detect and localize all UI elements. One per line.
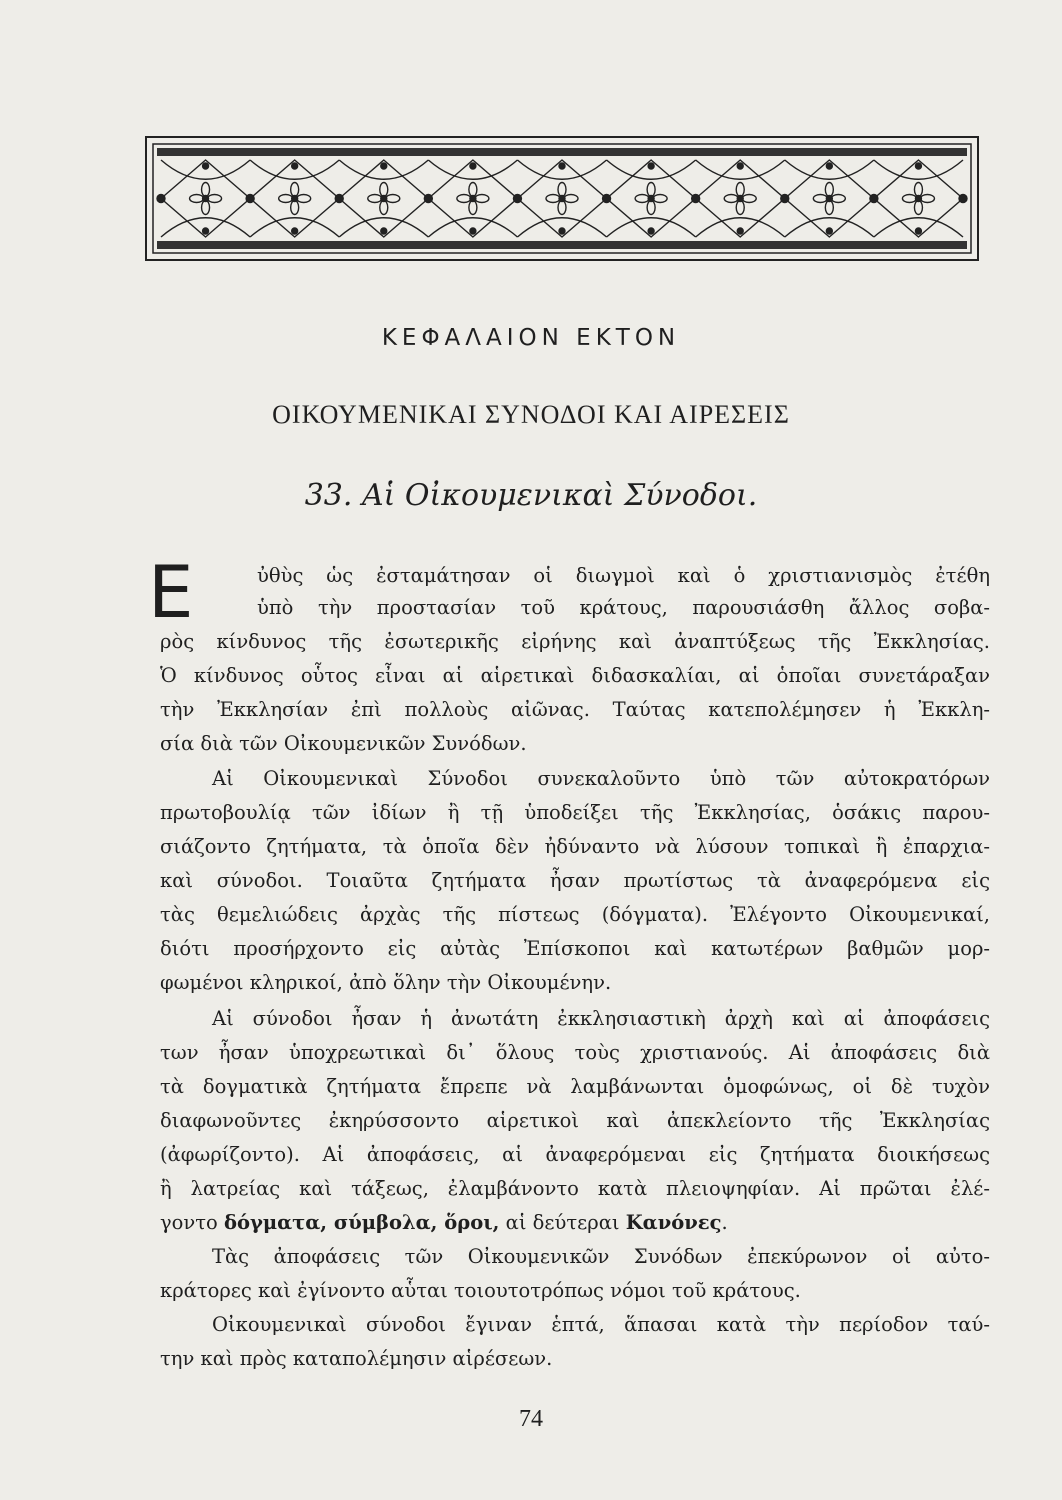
text-line: ὑπὸ τὴν προστασίαν τοῦ κράτους, παρουσιάσθη ἄλλος σοβα-: [257, 596, 990, 619]
text-fragment: γοντο: [160, 1211, 224, 1234]
text-line: ἢ λατρείας καὶ τάξεως, ἐλαμβάνοντο κατὰ πλειοψηφίαν. Αἱ πρῶται ἐλέ-: [160, 1177, 990, 1200]
text-line: τὴν Ἐκκλησίαν ἐπὶ πολλοὺς αἰῶνας. Ταύτας κατεπολέμησεν ἡ Ἐκκλη-: [160, 698, 990, 721]
text-line: πρωτοβουλίᾳ τῶν ἰδίων ἢ τῇ ὑποδείξει τῆς Ἐκκλησίας, ὁσάκις παρου-: [160, 801, 990, 824]
text-line: τὰς θεμελιώδεις ἀρχὰς τῆς πίστεως (δόγματα). Ἐλέγοντο Οἰκουμενικαί,: [160, 903, 990, 926]
text-fragment: αἱ δεύτεραι: [499, 1211, 626, 1234]
headpiece-ornament: [145, 136, 979, 261]
page-number: 74: [519, 1406, 543, 1432]
drop-cap: Ε: [148, 550, 194, 634]
text-line: Ὁ κίνδυνος οὗτος εἶναι αἱ αἱρετικαὶ διδασκαλίαι, αἱ ὁποῖαι συνετάραξαν: [160, 664, 990, 687]
chapter-label: ΚΕΦΑΛΑΙΟΝ ΕΚΤΟΝ: [381, 325, 681, 351]
text-line: σιάζοντο ζητήματα, τὰ ὁποῖα δὲν ἠδύναντο νὰ λύσουν τοπικαὶ ἢ ἐπαρχια-: [160, 835, 990, 858]
text-line: Οἰκουμενικαὶ σύνοδοι ἔγιναν ἑπτά, ἅπασαι κατὰ τὴν περίοδον ταύ-: [212, 1313, 990, 1336]
section-title: 33. Αἱ Οἰκουμενικαὶ Σύνοδοι.: [304, 478, 758, 513]
text-line: των ἦσαν ὑποχρεωτικαὶ δι᾽ ὅλους τοὺς χριστιανούς. Αἱ ἀποφάσεις διὰ: [160, 1041, 990, 1064]
text-line: καὶ σύνοδοι. Τοιαῦτα ζητήματα ἦσαν πρωτίστως τὰ ἀναφερόμενα εἰς: [160, 869, 990, 892]
text-line: την καὶ πρὸς καταπολέμησιν αἱρέσεων.: [160, 1347, 553, 1370]
text-line: διαφωνοῦντες ἐκηρύσσοντο αἱρετικοὶ καὶ ἀπεκλείοντο τῆς Ἐκκλησίας: [160, 1109, 990, 1132]
text-line: (ἀφωρίζοντο). Αἱ ἀποφάσεις, αἱ ἀναφερόμεναι εἰς ζητήματα διοικήσεως: [160, 1143, 990, 1166]
text-line: Τὰς ἀποφάσεις τῶν Οἰκουμενικῶν Συνόδων ἐπεκύρωνον οἱ αὐτο-: [212, 1245, 990, 1268]
text-line: φωμένοι κληρικοί, ἀπὸ ὅλην τὴν Οἰκουμένην.: [160, 971, 612, 994]
text-line: διότι προσήρχοντο εἰς αὐτὰς Ἐπίσκοποι καὶ κατωτέρων βαθμῶν μορ-: [160, 937, 990, 960]
chapter-title: ΟΙΚΟΥΜΕΝΙΚΑΙ ΣΥΝΟΔΟΙ ΚΑΙ ΑΙΡΕΣΕΙΣ: [272, 400, 790, 429]
text-line: κράτορες καὶ ἐγίνοντο αὗται τοιουτοτρόπως νόμοι τοῦ κράτους.: [160, 1279, 801, 1302]
bold-term: δόγματα, σύμβολα, ὅροι,: [223, 1211, 500, 1234]
bold-term: Κανόνες: [625, 1211, 722, 1234]
text-line: τὰ δογματικὰ ζητήματα ἔπρεπε νὰ λαμβάνωνται ὁμοφώνως, οἱ δὲ τυχὸν: [160, 1075, 990, 1098]
text-line-bold-terms: [160, 1207, 990, 1239]
text-line: Αἱ σύνοδοι ἦσαν ἡ ἀνωτάτη ἐκκλησιαστικὴ ἀρχὴ καὶ αἱ ἀποφάσεις: [212, 1007, 990, 1030]
text-line: Αἱ Οἰκουμενικαὶ Σύνοδοι συνεκαλοῦντο ὑπὸ τῶν αὐτοκρατόρων: [212, 767, 990, 790]
text-fragment: .: [721, 1211, 728, 1234]
text-line: σία διὰ τῶν Οἰκουμενικῶν Συνόδων.: [160, 732, 527, 755]
text-line: ρὸς κίνδυνος τῆς ἐσωτερικῆς εἰρήνης καὶ ἀναπτύξεως τῆς Ἐκκλησίας.: [160, 630, 990, 653]
text-line: ὐθὺς ὡς ἐσταμάτησαν οἱ διωγμοὶ καὶ ὁ χριστιανισμὸς ἐτέθη: [257, 564, 990, 587]
